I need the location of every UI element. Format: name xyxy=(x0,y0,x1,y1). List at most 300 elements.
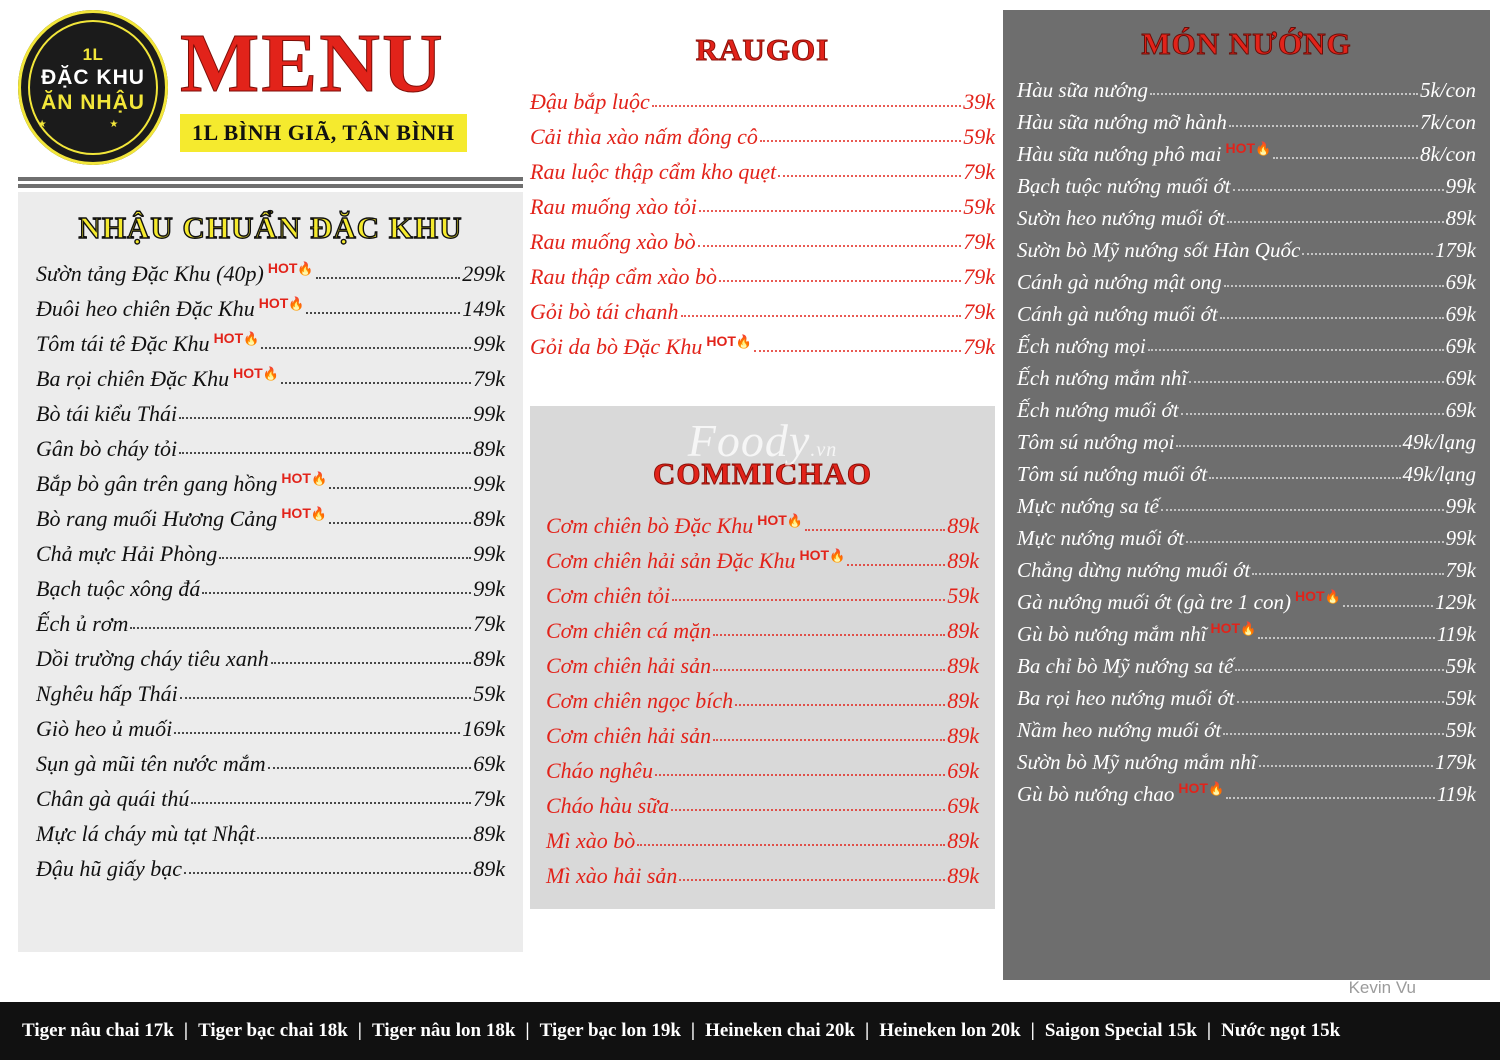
menu-item-price: 69k xyxy=(1445,334,1476,358)
menu-item-name: Giò heo ủ muối xyxy=(36,716,173,741)
menu-item xyxy=(1017,458,1476,490)
menu-item xyxy=(1017,298,1476,330)
menu-item xyxy=(36,466,505,501)
flame-icon: 🔥 xyxy=(297,261,314,276)
leader-dots xyxy=(1237,701,1444,703)
menu-item xyxy=(530,189,995,224)
menu-item-name: Ba chỉ bò Mỹ nướng sa tế xyxy=(1017,654,1234,678)
menu-item-name: Hàu sữa nướng xyxy=(1017,78,1148,102)
leader-dots xyxy=(672,599,945,601)
drink-item: Heineken lon 20k xyxy=(879,1020,1021,1041)
menu-item-name: Mực lá cháy mù tạt Nhật xyxy=(36,821,256,846)
menu-item xyxy=(546,543,979,578)
leader-dots xyxy=(261,347,471,349)
menu-item xyxy=(36,396,505,431)
hot-badge: HOT🔥 xyxy=(1178,780,1225,796)
menu-item-name: Gỏi bò tái chanh xyxy=(530,299,679,324)
leader-dots xyxy=(174,732,460,734)
hot-badge: HOT🔥 xyxy=(267,260,314,276)
menu-item-price: 69k xyxy=(1445,366,1476,390)
menu-item-name: Tôm sú nướng mọi xyxy=(1017,430,1175,454)
menu-item xyxy=(36,746,505,781)
menu-item-name: Bò rang muối Hương Cảng xyxy=(36,506,278,531)
menu-item-name: Đuôi heo chiên Đặc Khu xyxy=(36,296,255,321)
menu-item-price: 89k xyxy=(473,821,505,846)
menu-item-price: 59k xyxy=(1445,718,1476,742)
footer-separator: | xyxy=(183,1020,189,1041)
leader-dots xyxy=(1235,669,1443,671)
flame-icon: 🔥 xyxy=(310,471,328,486)
menu-item xyxy=(36,256,505,291)
menu-item xyxy=(546,858,979,893)
menu-item xyxy=(36,501,505,536)
leader-dots xyxy=(719,280,961,282)
leader-dots xyxy=(637,844,945,846)
menu-item xyxy=(530,259,995,294)
menu-item-name: Bò tái kiểu Thái xyxy=(36,401,178,426)
drink-item: Tiger bạc chai 18k xyxy=(198,1020,348,1041)
menu-item-price: 89k xyxy=(947,618,979,643)
menu-item-price: 89k xyxy=(947,828,979,853)
menu-item-price: 89k xyxy=(947,688,979,713)
footer-separator: | xyxy=(690,1020,696,1041)
menu-item-price: 69k xyxy=(1445,302,1476,326)
drink-item: Tiger bạc lon 19k xyxy=(539,1020,681,1041)
menu-item xyxy=(36,536,505,571)
menu-item xyxy=(1017,682,1476,714)
menu-item xyxy=(530,84,995,119)
menu-item-price: 79k xyxy=(963,264,995,289)
menu-item-price: 99k xyxy=(1445,174,1476,198)
drink-item: Tiger nâu chai 17k xyxy=(22,1020,174,1041)
leader-dots xyxy=(1343,605,1433,607)
menu-item-price: 79k xyxy=(963,229,995,254)
menu-item-price: 79k xyxy=(1445,558,1476,582)
leader-dots xyxy=(1258,637,1434,639)
menu-item-price: 39k xyxy=(963,89,995,114)
section-heading-raugoi: RAUGOI xyxy=(695,32,830,67)
flame-icon: 🔥 xyxy=(243,331,260,346)
menu-item-name: Cơm chiên hải sản xyxy=(546,653,712,678)
leader-dots xyxy=(778,175,961,177)
menu-item-name: Tôm tái tê Đặc Khu xyxy=(36,331,210,356)
menu-item xyxy=(1017,394,1476,426)
menu-item-name: Ếch nướng mắm nhĩ xyxy=(1017,366,1188,390)
drinks-footer xyxy=(0,1002,1500,1060)
menu-item-price: 89k xyxy=(473,436,505,461)
leader-dots xyxy=(1148,349,1444,351)
menu-item-price: 99k xyxy=(473,541,505,566)
menu-item-price: 69k xyxy=(1445,398,1476,422)
section-heading-mon-nuong: MÓN NƯỚNG xyxy=(1141,26,1352,61)
menu-item-name: Đậu hũ giấy bạc xyxy=(36,856,183,881)
menu-item-price: 59k xyxy=(963,124,995,149)
menu-item-price: 179k xyxy=(1435,750,1476,774)
menu-item xyxy=(1017,618,1476,650)
leader-dots xyxy=(652,105,961,107)
menu-item-name: Sụn gà mũi tên nước mắm xyxy=(36,751,266,776)
footer-separator: | xyxy=(357,1020,362,1041)
menu-item-price: 299k xyxy=(462,261,505,286)
leader-dots xyxy=(1302,253,1433,255)
menu-item xyxy=(1017,138,1476,170)
menu-item xyxy=(1017,170,1476,202)
menu-item-price: 99k xyxy=(473,331,505,356)
hot-badge: HOT🔥 xyxy=(1210,620,1257,636)
menu-item xyxy=(36,606,505,641)
menu-item-name: Sườn tảng Đặc Khu (40p) xyxy=(36,261,264,286)
menu-item-name: Mực nướng muối ớt xyxy=(1017,526,1185,550)
menu-item-price: 7k/con xyxy=(1420,110,1476,134)
menu-item-price: 79k xyxy=(963,299,995,324)
footer-separator: | xyxy=(525,1020,530,1041)
menu-item-price: 59k xyxy=(947,583,979,608)
menu-item-price: 69k xyxy=(473,751,505,776)
menu-item-list xyxy=(530,84,995,364)
menu-item xyxy=(530,329,995,364)
photo-credit: Kevin Vu xyxy=(1348,978,1416,997)
leader-dots xyxy=(1209,477,1400,479)
flame-icon: 🔥 xyxy=(288,296,305,311)
section-heading-commichao: COMMICHAO xyxy=(652,456,873,491)
menu-item xyxy=(1017,714,1476,746)
leader-dots xyxy=(329,522,471,524)
drink-item: Heineken chai 20k xyxy=(705,1020,855,1041)
menu-item xyxy=(1017,330,1476,362)
menu-item-name: Mì xào hải sản xyxy=(546,863,678,888)
middle-column xyxy=(530,18,995,909)
leader-dots xyxy=(655,774,945,776)
drink-item: Tiger nâu lon 18k xyxy=(371,1020,516,1041)
leader-dots xyxy=(257,837,471,839)
menu-item-price: 119k xyxy=(1436,782,1476,806)
menu-item xyxy=(546,753,979,788)
leader-dots xyxy=(180,697,471,699)
menu-item xyxy=(36,291,505,326)
menu-item xyxy=(36,711,505,746)
hot-badge: HOT🔥 xyxy=(1225,140,1272,156)
footer-separator: | xyxy=(1206,1020,1212,1041)
menu-item-price: 79k xyxy=(473,611,505,636)
menu-item-name: Bạch tuộc nướng muối ớt xyxy=(1017,174,1231,198)
menu-item xyxy=(1017,778,1476,810)
logo-line1: 1L xyxy=(82,45,104,64)
hot-badge: HOT🔥 xyxy=(281,470,328,486)
menu-item-price: 69k xyxy=(947,793,979,818)
menu-item xyxy=(546,613,979,648)
leader-dots xyxy=(713,669,945,671)
leader-dots xyxy=(713,634,945,636)
menu-item-name: Đậu bắp luộc xyxy=(530,89,650,114)
address-badge: 1L BÌNH GIÃ, TÂN BÌNH xyxy=(180,114,467,152)
menu-item xyxy=(546,718,979,753)
section-heading: NHẬU CHUẨN ĐẶC KHU xyxy=(78,210,463,245)
logo-line3: ĂN NHẬU xyxy=(41,91,145,114)
menu-item-list xyxy=(1017,74,1476,810)
menu-item-name: Chẳng dừng nướng muối ớt xyxy=(1017,558,1251,582)
leader-dots xyxy=(713,739,945,741)
menu-item-price: 89k xyxy=(947,513,979,538)
menu-item xyxy=(1017,554,1476,586)
hot-badge: HOT🔥 xyxy=(1294,588,1341,604)
leader-dots xyxy=(179,452,471,454)
leader-dots xyxy=(681,315,962,317)
section-commichao xyxy=(530,406,995,909)
menu-item xyxy=(546,648,979,683)
menu-item-name: Hàu sữa nướng mỡ hành xyxy=(1017,110,1227,134)
menu-item-price: 89k xyxy=(473,506,505,531)
leader-dots xyxy=(1227,221,1443,223)
menu-item xyxy=(1017,586,1476,618)
leader-dots xyxy=(271,662,472,664)
flame-icon: 🔥 xyxy=(786,513,804,528)
menu-item-price: 59k xyxy=(1445,654,1476,678)
menu-item-name: Bắp bò gân trên gang hồng xyxy=(36,471,278,496)
menu-item-name: Ba rọi heo nướng muối ớt xyxy=(1017,686,1235,710)
leader-dots xyxy=(847,564,945,566)
leader-dots xyxy=(306,312,460,314)
menu-item-price: 89k xyxy=(947,548,979,573)
leader-dots xyxy=(1233,189,1444,191)
menu-item-name: Cơm chiên cá mặn xyxy=(546,618,712,643)
menu-item-price: 99k xyxy=(1445,526,1476,550)
menu-item-name: Gù bò nướng chao xyxy=(1017,782,1175,806)
leader-dots xyxy=(130,627,471,629)
menu-item-name: Cải thìa xào nấm đông cô xyxy=(530,124,758,149)
menu-item-price: 99k xyxy=(1445,494,1476,518)
menu-item-list xyxy=(36,256,505,886)
leader-dots xyxy=(754,350,961,352)
menu-item-price: 69k xyxy=(947,758,979,783)
menu-item-name: Cháo hàu sữa xyxy=(546,793,670,818)
leader-dots xyxy=(281,382,471,384)
leader-dots xyxy=(1181,413,1444,415)
leader-dots xyxy=(1189,381,1443,383)
menu-item-price: 79k xyxy=(963,159,995,184)
leader-dots xyxy=(679,879,945,881)
menu-item-price: 69k xyxy=(1445,270,1476,294)
menu-item-price: 89k xyxy=(947,653,979,678)
leader-dots xyxy=(698,245,962,247)
leader-dots xyxy=(191,802,471,804)
menu-item-name: Rau muống xào tỏi xyxy=(530,194,697,219)
leader-dots xyxy=(760,140,961,142)
leader-dots xyxy=(1223,733,1443,735)
menu-item xyxy=(36,641,505,676)
footer-separator: | xyxy=(1030,1020,1035,1041)
leader-dots xyxy=(329,487,471,489)
menu-item xyxy=(36,361,505,396)
leader-dots xyxy=(735,704,945,706)
menu-item-name: Nghêu hấp Thái xyxy=(36,681,178,706)
hot-badge: HOT🔥 xyxy=(281,505,328,521)
menu-item-name: Sườn bò Mỹ nướng mắm nhĩ xyxy=(1017,750,1257,774)
menu-item-name: Chả mực Hải Phòng xyxy=(36,541,218,566)
menu-item xyxy=(1017,362,1476,394)
menu-item xyxy=(1017,266,1476,298)
menu-item xyxy=(530,294,995,329)
hot-badge: HOT🔥 xyxy=(706,333,753,349)
menu-item-name: Gà nướng muối ớt (gà tre 1 con) xyxy=(1017,590,1291,614)
menu-item-price: 169k xyxy=(462,716,505,741)
menu-item-name: Sườn bò Mỹ nướng sốt Hàn Quốc xyxy=(1017,238,1301,262)
menu-item xyxy=(1017,426,1476,458)
menu-item xyxy=(530,119,995,154)
menu-item xyxy=(1017,106,1476,138)
menu-item-price: 99k xyxy=(473,401,505,426)
menu-item xyxy=(1017,522,1476,554)
menu-item-name: Cháo nghêu xyxy=(546,758,653,783)
leader-dots xyxy=(1161,509,1444,511)
menu-item xyxy=(546,683,979,718)
logo-line2: ĐẶC KHU xyxy=(41,66,145,89)
menu-item-name: Ếch nướng mọi xyxy=(1017,334,1146,358)
menu-item-name: Bạch tuộc xông đá xyxy=(36,576,201,601)
menu-item-name: Rau thập cẩm xào bò xyxy=(530,264,717,289)
menu-item xyxy=(1017,490,1476,522)
menu-item-name: Hàu sữa nướng phô mai xyxy=(1017,142,1222,166)
menu-item-name: Cơm chiên bò Đặc Khu xyxy=(546,513,754,538)
menu-item-list xyxy=(546,508,979,893)
menu-item xyxy=(36,326,505,361)
menu-item-price: 89k xyxy=(473,856,505,881)
leader-dots xyxy=(316,277,461,279)
hot-badge: HOT🔥 xyxy=(233,365,279,381)
foody-watermark: Foody.vn xyxy=(687,415,838,466)
menu-item-price: 179k xyxy=(1435,238,1476,262)
footer-separator: | xyxy=(865,1020,870,1041)
page-title: MENU xyxy=(180,17,445,110)
menu-item-price: 59k xyxy=(963,194,995,219)
menu-item-price: 49k/lạng xyxy=(1402,430,1476,454)
leader-dots xyxy=(1252,573,1444,575)
leader-dots xyxy=(179,417,471,419)
menu-item-name: Rau luộc thập cẩm kho quẹt xyxy=(530,159,777,184)
star-icon: ★ ★ xyxy=(37,119,149,130)
leader-dots xyxy=(1220,317,1444,319)
menu-item-name: Dồi trường cháy tiêu xanh xyxy=(36,646,269,671)
leader-dots xyxy=(202,592,471,594)
menu-item xyxy=(1017,746,1476,778)
leader-dots xyxy=(1186,541,1443,543)
leader-dots xyxy=(671,809,945,811)
flame-icon: 🔥 xyxy=(1324,589,1341,604)
menu-item xyxy=(36,571,505,606)
menu-item xyxy=(546,823,979,858)
leader-dots xyxy=(1226,797,1435,799)
menu-item-name: Cánh gà nướng mật ong xyxy=(1017,270,1222,294)
menu-item xyxy=(36,851,505,886)
menu-item xyxy=(1017,202,1476,234)
menu-item-price: 59k xyxy=(473,681,505,706)
menu-item-price: 129k xyxy=(1435,590,1476,614)
leader-dots xyxy=(1150,93,1418,95)
leader-dots xyxy=(184,872,471,874)
menu-item-price: 49k/lạng xyxy=(1402,462,1476,486)
leader-dots xyxy=(1176,445,1400,447)
menu-item-name: Rau muống xào bò xyxy=(530,229,696,254)
leader-dots xyxy=(1273,157,1418,159)
divider-stripes xyxy=(18,177,523,188)
leader-dots xyxy=(805,529,945,531)
menu-item-price: 5k/con xyxy=(1420,78,1476,102)
menu-item-name: Nầm heo nướng muối ớt xyxy=(1017,718,1222,742)
menu-item-name: Cánh gà nướng muối ớt xyxy=(1017,302,1218,326)
menu-item xyxy=(1017,234,1476,266)
menu-item-name: Chân gà quái thú xyxy=(36,786,190,811)
leader-dots xyxy=(1224,285,1444,287)
hot-badge: HOT🔥 xyxy=(258,295,305,311)
flame-icon: 🔥 xyxy=(1255,141,1272,156)
leader-dots xyxy=(1229,125,1418,127)
menu-item-name: Gỏi da bò Đặc Khu xyxy=(530,334,703,359)
hot-badge: HOT🔥 xyxy=(799,547,846,563)
menu-item xyxy=(36,676,505,711)
menu-item xyxy=(546,508,979,543)
leader-dots xyxy=(268,767,472,769)
flame-icon: 🔥 xyxy=(262,366,279,381)
menu-item-name: Tôm sú nướng muối ớt xyxy=(1017,462,1208,486)
menu-item-name: Cơm chiên ngọc bích xyxy=(546,688,734,713)
drink-item: Saigon Special 15k xyxy=(1044,1020,1197,1041)
menu-item-price: 119k xyxy=(1436,622,1476,646)
hot-badge: HOT🔥 xyxy=(213,330,260,346)
menu-item xyxy=(36,816,505,851)
menu-item-name: Ếch ủ rơm xyxy=(36,611,129,636)
menu-item-price: 79k xyxy=(473,366,505,391)
flame-icon: 🔥 xyxy=(735,334,753,349)
section-nhau-chuan-dac-khu xyxy=(18,192,523,952)
menu-item-name: Cơm chiên hải sản xyxy=(546,723,712,748)
menu-item-name: Cơm chiên tỏi xyxy=(546,583,671,608)
menu-item-name: Mực nướng sa tế xyxy=(1017,494,1160,518)
header-row xyxy=(18,10,523,165)
flame-icon: 🔥 xyxy=(1240,621,1257,636)
menu-item-price: 89k xyxy=(947,723,979,748)
leader-dots xyxy=(1259,765,1434,767)
menu-item-price: 8k/con xyxy=(1420,142,1476,166)
menu-item-price: 89k xyxy=(1445,206,1476,230)
menu-item xyxy=(36,431,505,466)
flame-icon: 🔥 xyxy=(829,548,846,563)
menu-item-price: 89k xyxy=(947,863,979,888)
title-block xyxy=(180,10,467,152)
menu-item-price: 99k xyxy=(473,471,505,496)
drink-item: Nước ngọt 15k xyxy=(1221,1020,1341,1041)
menu-item-price: 89k xyxy=(473,646,505,671)
menu-item-name: Gù bò nướng mắm nhĩ xyxy=(1017,622,1207,646)
menu-item xyxy=(36,781,505,816)
right-column xyxy=(1003,10,1490,980)
menu-item-name: Gân bò cháy tỏi xyxy=(36,436,178,461)
flame-icon: 🔥 xyxy=(1207,781,1225,796)
menu-item-price: 79k xyxy=(963,334,995,359)
restaurant-logo xyxy=(18,10,168,165)
menu-item-name: Ếch nướng muối ớt xyxy=(1017,398,1179,422)
left-column xyxy=(18,10,523,952)
menu-item xyxy=(546,788,979,823)
menu-item-name: Sườn heo nướng muối ớt xyxy=(1017,206,1226,230)
menu-item-name: Ba rọi chiên Đặc Khu xyxy=(36,366,230,391)
leader-dots xyxy=(219,557,471,559)
menu-item-name: Mì xào bò xyxy=(546,828,636,853)
menu-item xyxy=(530,224,995,259)
menu-item-name: Cơm chiên hải sản Đặc Khu xyxy=(546,548,796,573)
menu-item xyxy=(530,154,995,189)
hot-badge: HOT🔥 xyxy=(757,512,804,528)
menu-item-price: 99k xyxy=(473,576,505,601)
menu-item-price: 79k xyxy=(473,786,505,811)
